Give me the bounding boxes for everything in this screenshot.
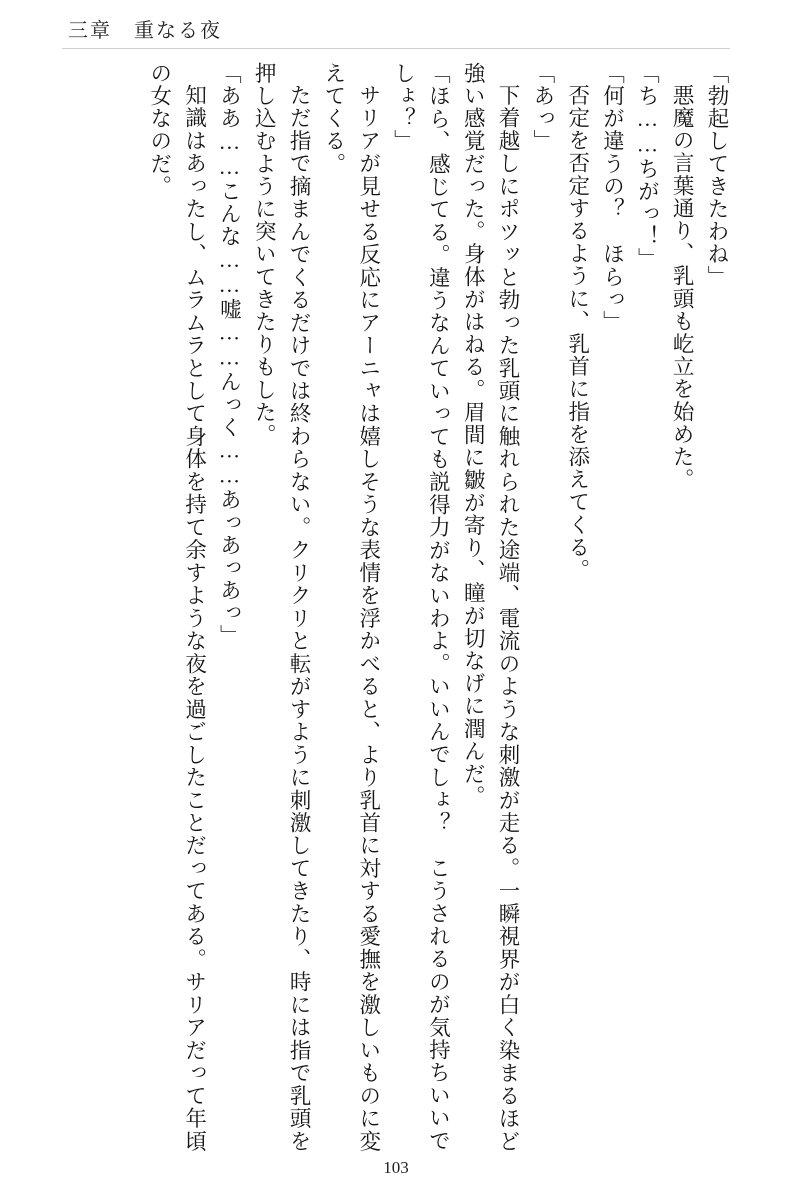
running-header: 三章 重なる夜 xyxy=(68,20,222,42)
page-number: 103 xyxy=(383,1158,409,1177)
header-divider xyxy=(62,48,730,49)
paragraph: ただ指で摘まんでくるだけでは終わらない。クリクリと転がすように刺激してきたり、時には指で乳頭を押し込むように突いてきたりもした。 xyxy=(252,62,312,1152)
paragraph: 「何が違うの？ ほらっ」 xyxy=(600,62,625,334)
paragraph: 「勃起してきたわね」 xyxy=(705,62,729,288)
paragraph: 否定を否定するように、乳首に指を添えてくる。 xyxy=(565,83,590,581)
body-text-vertical xyxy=(72,62,734,1152)
paragraph: 知識はあったし、ムラムラとして身体を持て余すような夜を過ごしたことだってある。サリアだって年頃の女なのだ。 xyxy=(147,62,207,1152)
paragraph: 「ほら、感じてる。違うなんていっても説得力がないわよ。いいんでしょ？ こうされるのが気持ちいいでしょ？」 xyxy=(391,62,451,1152)
paragraph: 「ああ……こんな……嘘……んっく……あっあっあっ」 xyxy=(217,62,242,647)
paragraph: 悪魔の言葉通り、乳頭も屹立を始めた。 xyxy=(670,83,695,491)
paragraph: サリアが見せる反応にアーニャは嬉しそうな表情を浮かべると、より乳首に対する愛撫を激しいものに変えてくる。 xyxy=(321,62,381,1152)
paragraph: 「ち……ちがっ！」 xyxy=(635,62,660,271)
paragraph: 下着越しにポツッと勃った乳頭に触れられた途端、電流のような刺激が走る。一瞬視界が白く染まるほど強い感覚だった。身体がはねる。眉間に皺が寄り、瞳が切なげに潤んだ。 xyxy=(461,62,521,1152)
paragraph: 「あっ」 xyxy=(530,62,555,153)
